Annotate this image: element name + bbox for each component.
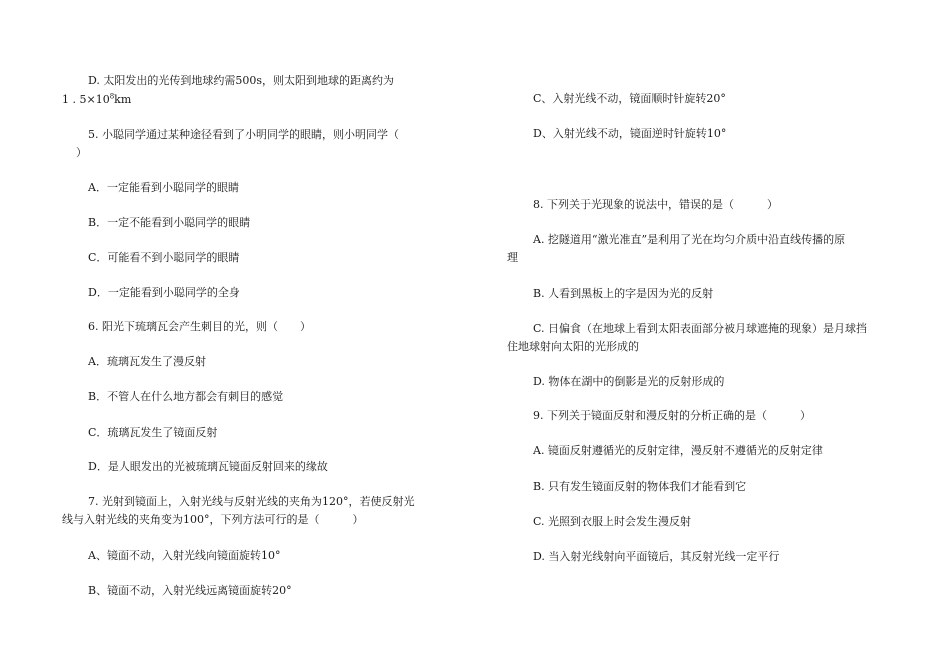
q6-option-b: B．不管人在什么地方都会有刺目的感觉 <box>88 390 284 403</box>
q7-option-d: D、入射光线不动，镜面逆时针旋转10° <box>533 127 727 140</box>
q6-stem: 6. 阳光下琉璃瓦会产生刺目的光，则（ ） <box>88 320 311 333</box>
q8-option-c-line2: 住地球射向太阳的光形成的 <box>507 340 639 353</box>
q9-option-b: B. 只有发生镜面反射的物体我们才能看到它 <box>533 480 747 493</box>
q8-option-b: B. 人看到黑板上的字是因为光的反射 <box>533 287 714 300</box>
q5-stem-line2: ） <box>76 146 87 159</box>
q7-option-a: A、镜面不动，入射光线向镜面旋转10° <box>88 549 281 562</box>
q4-option-d-value: 1 . 5×10 <box>62 93 110 106</box>
q6-option-c: C．琉璃瓦发生了镜面反射 <box>88 426 218 439</box>
q5-option-d: D．一定能看到小聪同学的全身 <box>88 286 240 299</box>
q6-option-a: A．琉璃瓦发生了漫反射 <box>88 355 206 368</box>
q6-option-d: D．是人眼发出的光被琉璃瓦镜面反射回来的缘故 <box>88 460 328 473</box>
q8-option-c-line1: C. 日偏食（在地球上看到太阳表面部分被月球遮掩的现象）是月球挡 <box>533 322 868 335</box>
q8-option-a-line1: A. 挖隧道用“激光准直”是利用了光在均匀介质中沿直线传播的原 <box>533 233 846 246</box>
q4-option-d-unit: km <box>114 93 132 106</box>
q5-stem-line1: 5. 小聪同学通过某种途径看到了小明同学的眼睛，则小明同学（ <box>88 128 399 141</box>
q4-option-d-line2 <box>62 93 131 107</box>
q9-stem: 9. 下列关于镜面反射和漫反射的分析正确的是（ ） <box>533 409 811 422</box>
q9-option-d: D. 当入射光线射向平面镜后，其反射光线一定平行 <box>533 550 780 563</box>
q7-option-b: B、镜面不动，入射光线远离镜面旋转20° <box>88 584 292 597</box>
q8-option-a-line2: 理 <box>507 251 518 264</box>
q5-option-b: B．一定不能看到小聪同学的眼睛 <box>88 216 251 229</box>
q4-option-d-exponent: 8 <box>109 92 115 101</box>
q8-stem: 8. 下列关于光现象的说法中，错误的是（ ） <box>533 198 778 211</box>
q9-option-a: A. 镜面反射遵循光的反射定律，漫反射不遵循光的反射定律 <box>533 444 823 457</box>
q7-option-c: C、入射光线不动，镜面顺时针旋转20° <box>533 92 726 105</box>
q4-option-d-line1: D. 太阳发出的光传到地球约需500s，则太阳到地球的距离约为 <box>88 74 395 87</box>
q7-stem-line2: 线与入射光线的夹角变为100°，下列方法可行的是（ ） <box>62 513 364 526</box>
q9-option-c: C. 光照到衣服上时会发生漫反射 <box>533 515 692 528</box>
q7-stem-line1: 7. 光射到镜面上，入射光线与反射光线的夹角为120°，若使反射光 <box>88 495 415 508</box>
q5-option-c: C．可能看不到小聪同学的眼睛 <box>88 251 240 264</box>
q5-option-a: A．一定能看到小聪同学的眼睛 <box>88 181 239 194</box>
q8-option-d: D. 物体在湖中的倒影是光的反射形成的 <box>533 375 725 388</box>
